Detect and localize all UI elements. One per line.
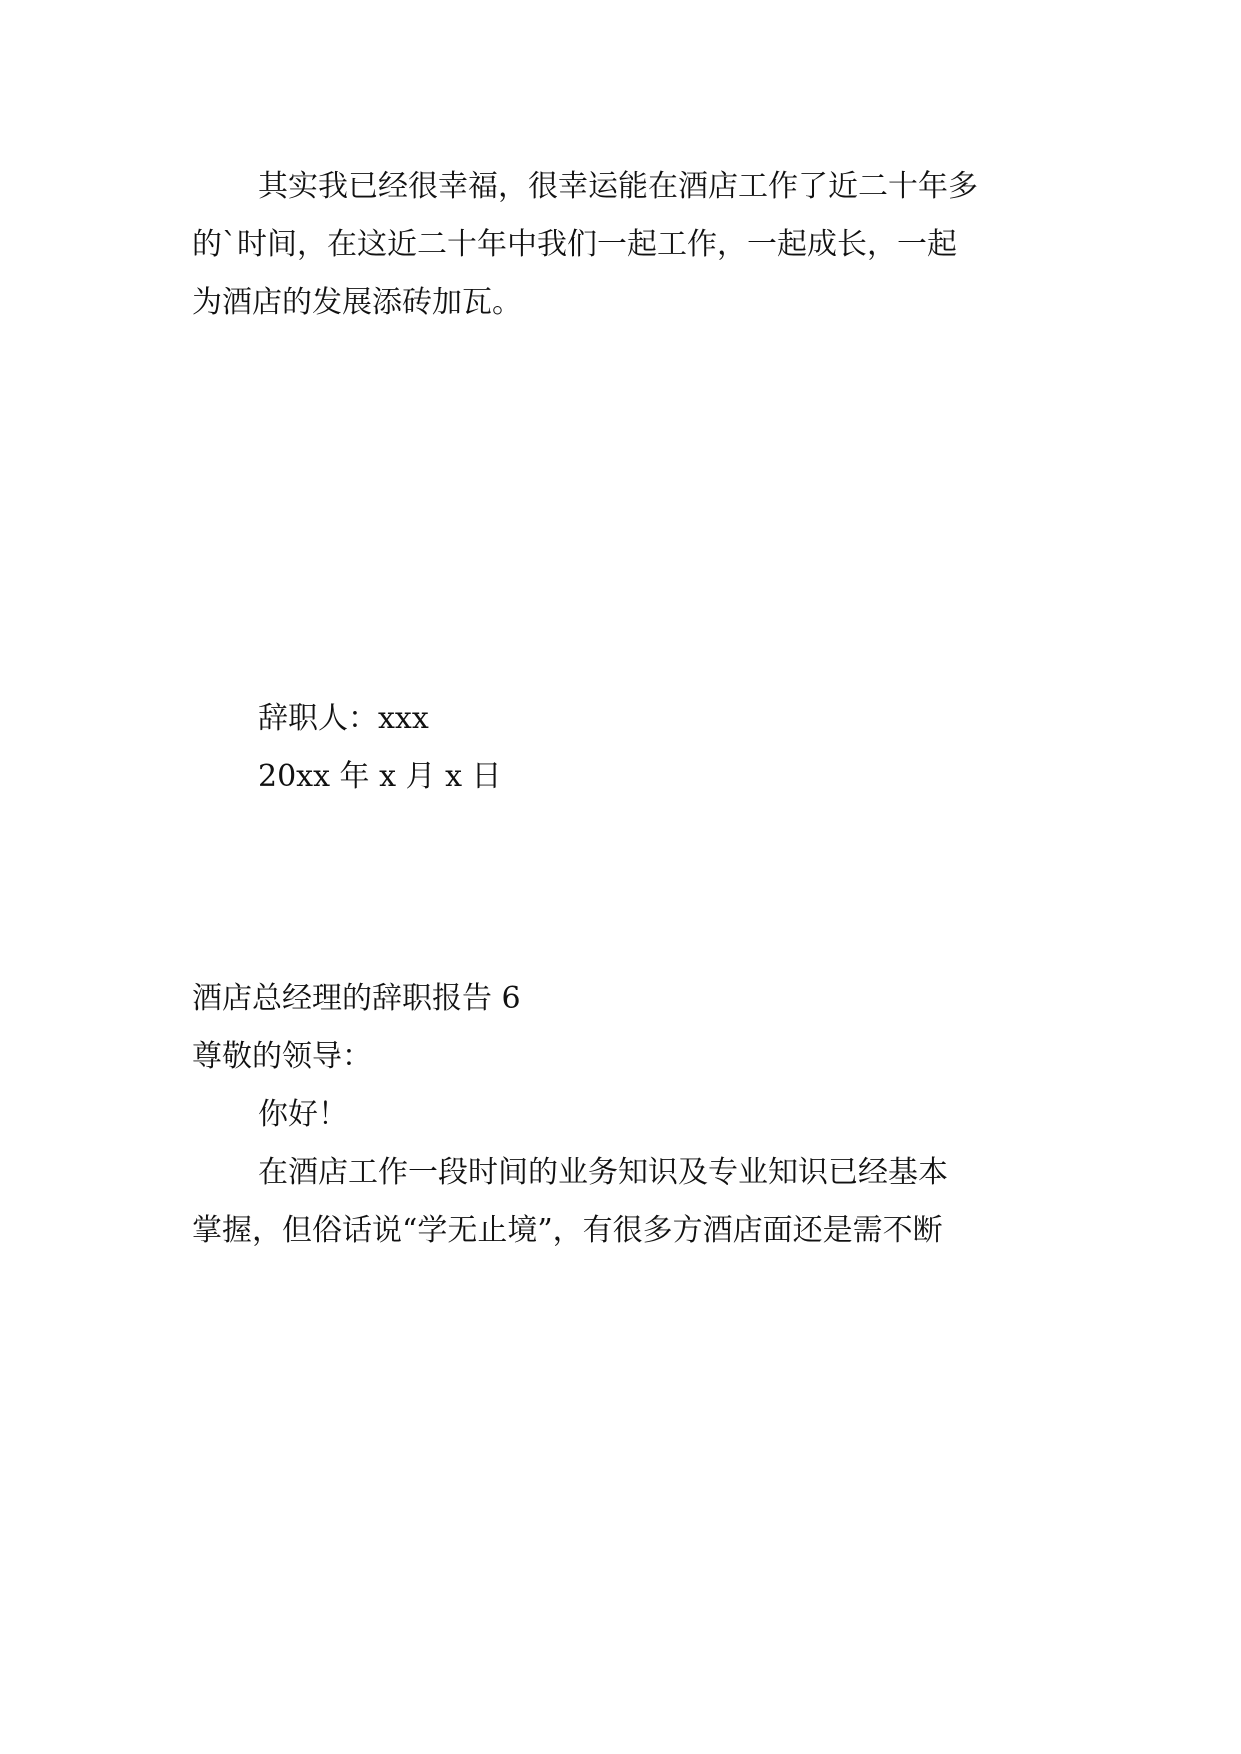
text-line: 在酒店工作一段时间的业务知识及专业知识已经基本 (258, 1155, 948, 1190)
salutation: 尊敬的领导： (192, 1039, 372, 1074)
document-title: 酒店总经理的辞职报告 6 (192, 981, 521, 1016)
date-line: 20xx 年 x 月 x 日 (258, 759, 502, 794)
text-line: 掌握，但俗话说“学无止境”，有很多方酒店面还是需不断 (192, 1213, 943, 1248)
greeting: 你好！ (258, 1097, 348, 1132)
text-line: 其实我已经很幸福，很幸运能在酒店工作了近二十年多 (258, 169, 978, 204)
text-line: 为酒店的发展添砖加瓦。 (192, 285, 522, 320)
signature-line: 辞职人：xxx (258, 701, 429, 736)
text-line: 的`时间，在这近二十年中我们一起工作，一起成长，一起 (192, 227, 957, 262)
